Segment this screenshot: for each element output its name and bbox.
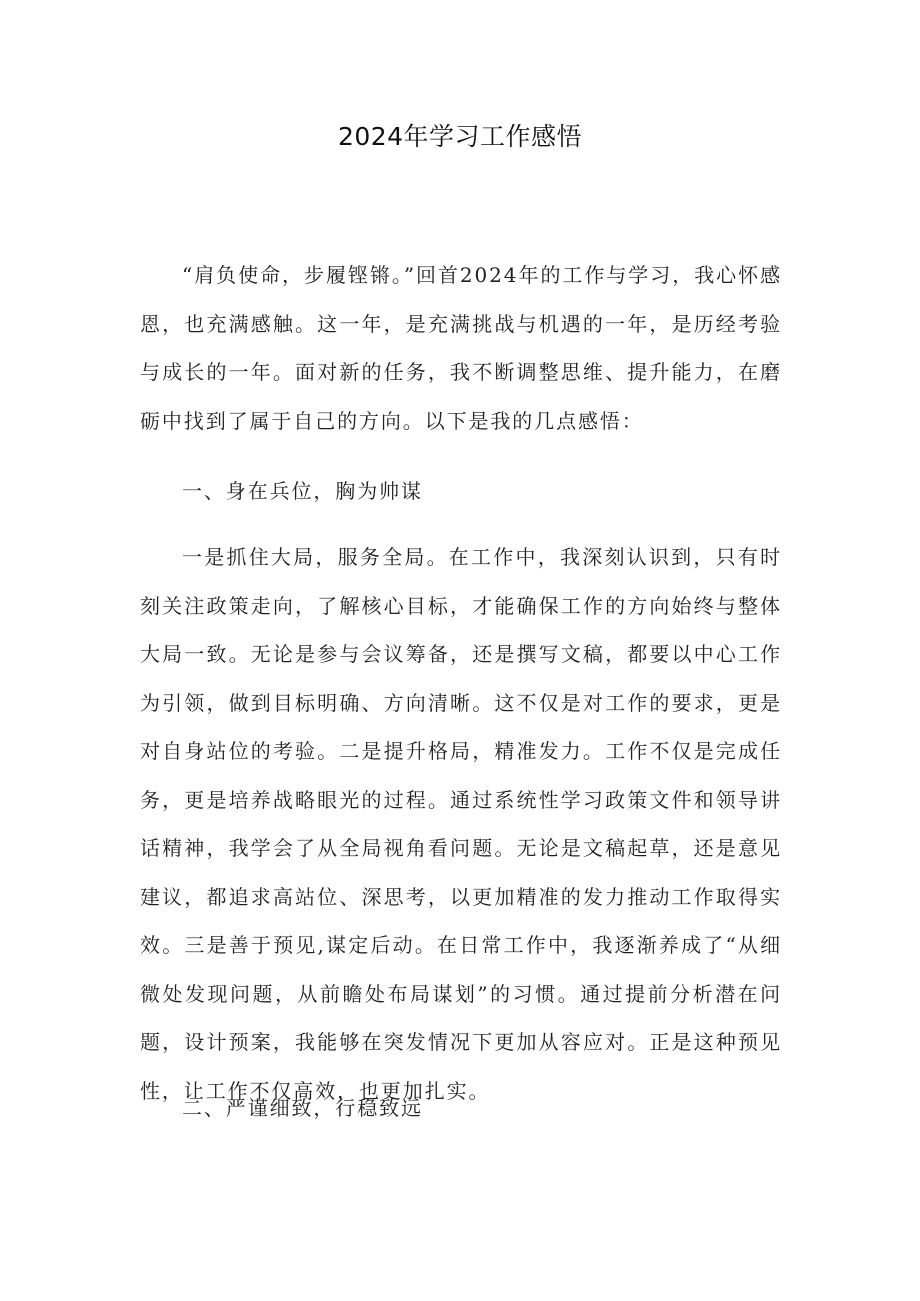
document-title: 2024年学习工作感悟 — [337, 122, 583, 151]
section-heading-1: 一、身在兵位，胸为帅谋 — [182, 479, 423, 503]
intro-paragraph: “肩负使命，步履铿锵。”回首2024年的工作与学习，我心怀感恩，也充满感触。这一年，是充满挑战与机遇的一年，是历经考验与成长的一年。面对新的任务，我不断调整思维、提升能力，在磨砺中找到了属于自己的方向。以下是我的几点感悟： — [140, 263, 782, 433]
section-1-paragraph: 一是抓住大局，服务全局。在工作中，我深刻认识到，只有时刻关注政策走向，了解核心目标，才能确保工作的方向始终与整体大局一致。无论是参与会议筹备，还是撰写文稿，都要以中心工作为引领，做到目标明确、方向清晰。这不仅是对工作的要求，更是对自身站位的考验。二是提升格局，精准发力。工作不仅是完成任务，更是培养战略眼光的过程。通过系统性学习政策文件和领导讲话精神，我学会了从全局视角看问题。无论是文稿起草，还是意见建议，都追求高站位、深思考，以更加精准的发力推动工作取得实效。三是善于预见,谋定后动。在日常工作中，我逐渐养成了“从细微处发现问题，从前瞻处布局谋划”的习惯。通过提前分析潜在问题，设计预案，我能够在突发情况下更加从容应对。正是这种预见性，让工作不仅高效，也更加扎实。 — [140, 545, 782, 1103]
section-heading-2: 二、严谨细致，行稳致远 — [182, 1096, 423, 1120]
